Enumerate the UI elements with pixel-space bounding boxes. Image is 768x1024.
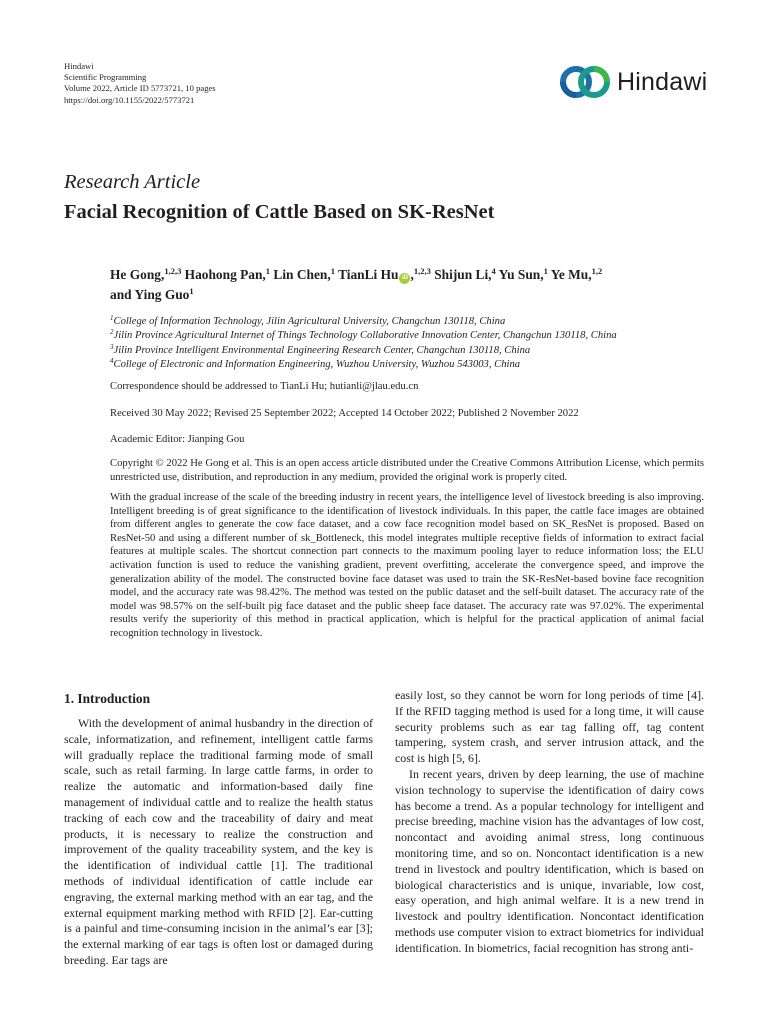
hindawi-logo — [558, 62, 708, 102]
author-affiliation-number: 1 — [543, 266, 548, 276]
section-heading: 1. Introduction — [64, 691, 151, 706]
copyright-notice: Copyright © 2022 He Gong et al. This is an open access article distributed under the Creative Commons Attribution License, which permits unrestricted use, distribution, and reproduction in any medium, provided the original work is properly cited. — [110, 458, 704, 483]
author-name: Ye Mu, — [550, 267, 592, 282]
paragraph: easily lost, so they cannot be worn for long periods of time [4]. If the RFID tagging method is used for a long time, it will cause security problems such as ear tag falling off, tag content tampering, system crash, and server intrusion attack, and the cost is high [5, 6]. — [395, 688, 704, 766]
author-affiliation-number: 1,2,3 — [413, 266, 431, 276]
abstract: With the gradual increase of the scale of the breeding industry in recent years, the intelligence level of livestock breeding is also improving. Intelligent breeding is of great significance to the identification of livestock individuals. In this paper, the cattle face images are obtained from different angles to generate the cow face dataset, and a cow face recognition model based on SK_ResNet is proposed. Based on ResNet-50 and using a different number of sk_Bottleneck, this model integrates multiple receptive fields of information to extract facial features at multiple scales. The shortcut connection part connects to the maximum pooling layer to reduce information loss; the ELU activation function is used to reduce the vanishing gradient, prevent overfitting, accelerate the convergence speed, and improve the generalization ability of the model. The constructed bovine face dataset was used to train the SK-ResNet-based bovine face recognition model, and the accuracy rate was 98.42%. The method was tested on the public dataset and the self-built dataset. The accuracy rate of the model was 98.57% on the self-built pig face dataset and the public sheep face dataset. The accuracy rate was 97.02%. The experimental results verify the superiority of this method in practical application, which is helpful for the practical application of animal facial recognition technology in livestock. — [110, 492, 704, 639]
affiliation-number: 4 — [110, 356, 114, 365]
volume-line: Volume 2022, Article ID 5773721, 10 pages — [64, 83, 216, 94]
affiliation — [110, 315, 617, 329]
left-column — [64, 716, 373, 969]
author-name: Haohong Pan, — [184, 267, 266, 282]
author-affiliation-number: 1,2,3 — [164, 266, 182, 276]
correspondence: Correspondence should be addressed to TianLi Hu; hutianli@jlau.edu.cn — [110, 381, 419, 392]
affiliation — [110, 344, 617, 358]
affiliation-list — [110, 315, 617, 372]
affiliation-text: College of Electronic and Information Engineering, Wuzhou University, Wuzhou 543003, China — [113, 358, 521, 370]
publication-dates: Received 30 May 2022; Revised 25 September 2022; Accepted 14 October 2022; Published 2 November 2022 — [110, 408, 579, 419]
author-name: Lin Chen, — [273, 267, 331, 282]
affiliation-number: 3 — [110, 342, 114, 351]
affiliation — [110, 329, 617, 343]
paragraph: In recent years, driven by deep learning, the use of machine vision technology to supervise the identification of dairy cows has become a trend. As a popular technology for intelligent and precise breeding, machine vision has the advantages of low cost, noncontact and avoiding animal stress, long continuous monitoring time, and so on. Noncontact identification is a new trend in livestock and poultry identification, which is based on biological characteristics and is unique, invariable, low cost, easy operation, and high animal welfare. It is a new trend in livestock and poultry identification. Noncontact identification methods use computer vision to extract biometrics for individual identification. In biometrics, facial recognition has strong anti- — [395, 766, 704, 955]
affiliation-text: Jilin Province Intelligent Environmental Engineering Research Center, Changchun 130118, China — [113, 344, 531, 356]
author-affiliation-number: 1,2 — [591, 266, 603, 276]
article-title: Facial Recognition of Cattle Based on SK-ResNet — [64, 201, 495, 223]
author-name: TianLi Hu — [338, 267, 399, 282]
affiliation-number: 1 — [110, 314, 114, 322]
author-affiliation-number: 4 — [491, 266, 496, 276]
doi-link[interactable]: https://doi.org/10.1155/2022/5773721 — [64, 94, 195, 105]
affiliation — [110, 358, 617, 372]
author-name: Shijun Li, — [434, 267, 492, 282]
academic-editor: Academic Editor: Jianping Gou — [110, 434, 245, 445]
article-type: Research Article — [64, 171, 201, 193]
author-name: He Gong, — [110, 267, 165, 282]
author-affiliation-number: 1 — [330, 266, 335, 276]
journal-meta — [64, 61, 216, 106]
affiliation-text: College of Information Technology, Jilin Agricultural University, Changchun 130118, China — [113, 316, 506, 327]
paragraph: With the development of animal husbandry in the direction of scale, informatization, and refinement, intelligent cattle farms will gradually replace the traditional farming mode of small scale, such as retail farming. In large cattle farms, in order to realize the automatic and information-based daily fine management of individual cattle and to realize the health status tracking of each cow and the traceability of dairy and meat products, it is necessary to realize the construction and improvement of the quality traceability system, and the key is the identification of individual cattle [1]. The traditional methods of individual identification of cattle include ear engraving, the external marking method with an ear tag, and the external equipment marking method with RFID [2]. Ear-cutting is a painful and time-consuming incision in the animal’s ear [3]; the external marking of ear tags is often lost or damaged during breeding. Ear tags are — [64, 716, 373, 967]
author-affiliation-number: 1 — [265, 266, 271, 276]
publisher-name: Hindawi — [64, 61, 94, 71]
orcid-icon[interactable]: iD — [399, 273, 410, 284]
right-column — [395, 688, 704, 957]
affiliation-number: 2 — [110, 328, 114, 337]
journal-name: Scientific Programming — [64, 72, 147, 83]
hindawi-rings-icon — [558, 63, 614, 101]
author-name: and Ying Guo — [110, 287, 190, 302]
author-affiliation-number: 1 — [189, 286, 194, 296]
author-list: He Gong,$^{1,2,3}$ Haohong Pan,$^1$ Lin Chen,$^1$ TianLi Hu iD ,$^{1,2,3}$ Shijun Li,$^4$ Yu Sun,$^1$ Ye Mu,$^{1,2}$ and Ying Guo$^1$ — [110, 266, 603, 302]
affiliation-text: Jilin Province Agricultural Internet of Things Technology Collaborative Innovation Center, Changchun 130118, China — [113, 330, 617, 342]
logo-wordmark: Hindawi — [617, 67, 708, 96]
author-name: Yu Sun, — [498, 267, 544, 282]
